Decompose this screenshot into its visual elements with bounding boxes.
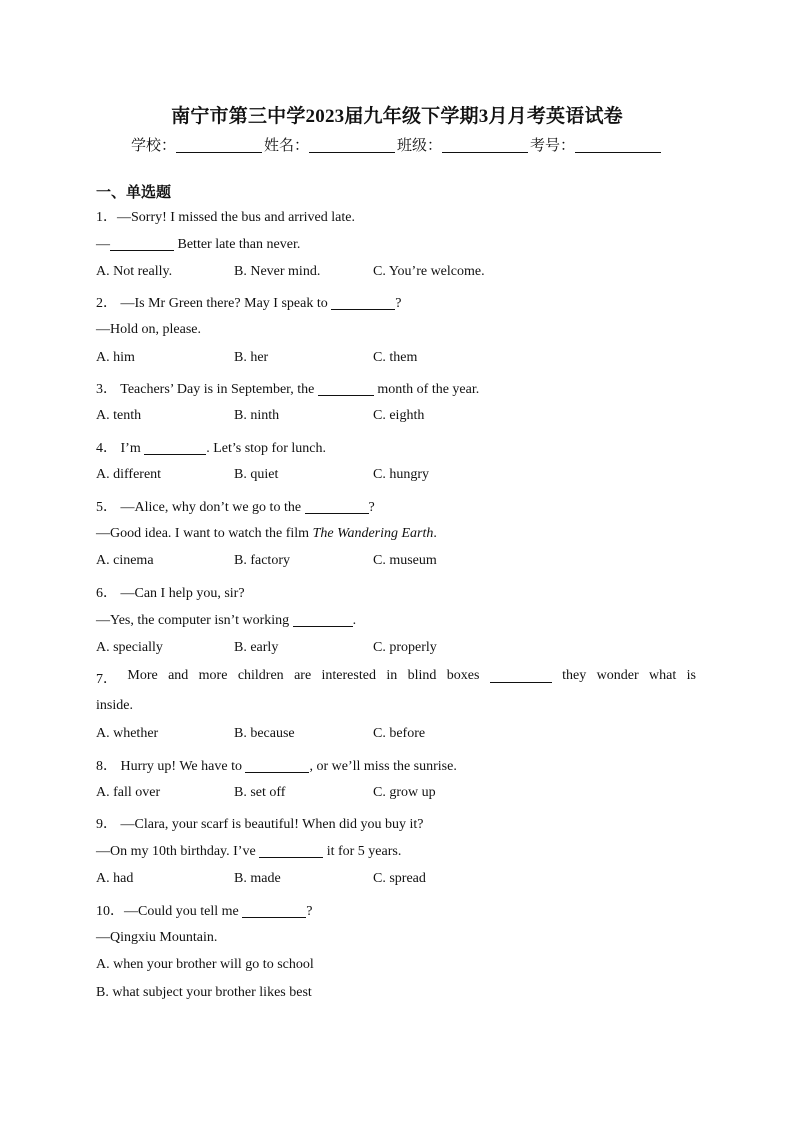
student-info-line — [0, 134, 794, 155]
question-number: 6． — [96, 586, 117, 601]
answer-blank — [245, 758, 309, 773]
stem-word: what — [649, 668, 677, 683]
stem-word: boxes — [446, 668, 480, 683]
reply-text: Better late than never. — [174, 237, 301, 252]
stem-word: is — [686, 668, 696, 683]
option-a[interactable]: A. Not really. — [96, 264, 173, 279]
question-stem: Teachers’ Day is in September, the — [117, 382, 318, 397]
question-number: 4． — [96, 441, 117, 456]
stem-word: wonder — [596, 668, 639, 683]
reply-text: —Good idea. I want to watch the film — [96, 526, 313, 541]
question-number: 8． — [96, 759, 117, 774]
question-8 — [96, 755, 457, 775]
option-b[interactable]: B. early — [234, 640, 279, 655]
question-number: 7． — [96, 672, 117, 687]
option-a[interactable]: A. fall over — [96, 785, 161, 800]
reply-text: —Yes, the computer isn’t working — [96, 613, 293, 628]
question-number: 9． — [96, 817, 117, 832]
option-a[interactable]: A. specially — [96, 640, 163, 655]
page-title: 南宁市第三中学2023届九年级下学期3月月考英语试卷 — [171, 106, 623, 127]
option-b[interactable]: B. quiet — [234, 467, 279, 482]
question-number: 2． — [96, 296, 117, 311]
question-stem: —Is Mr Green there? May I speak to — [117, 296, 332, 311]
stem-word: More — [127, 668, 158, 683]
question-1 — [96, 206, 355, 226]
option-c[interactable]: C. You’re welcome. — [373, 264, 485, 279]
option-a[interactable]: A. tenth — [96, 408, 142, 423]
option-c[interactable]: C. eighth — [373, 408, 425, 423]
stem-word: they — [562, 668, 587, 683]
name-label: 姓名： — [263, 138, 309, 154]
stem-word: and — [168, 668, 189, 683]
stem-word: interested — [321, 668, 376, 683]
stem-word: children — [237, 668, 284, 683]
question-number: 1． — [96, 210, 117, 225]
question-7-continued: inside. — [96, 698, 133, 713]
exam-number-label: 考号： — [530, 138, 576, 154]
reply-dash: — — [96, 237, 110, 252]
option-a[interactable]: A. cinema — [96, 553, 154, 568]
question-stem: I’m — [117, 441, 145, 456]
option-c[interactable]: C. grow up — [373, 785, 436, 800]
question-stem-end: , or we’ll miss the sunrise. — [309, 759, 457, 774]
question-6 — [96, 582, 245, 602]
option-b[interactable]: B. what subject your brother likes best — [96, 985, 312, 1000]
question-stem: —Alice, why don’t we go to the — [117, 500, 305, 515]
option-c[interactable]: C. properly — [373, 640, 437, 655]
option-c[interactable]: C. them — [373, 350, 418, 365]
section-title: 一、单选题 — [96, 185, 172, 201]
question-10-reply: —Qingxiu Mountain. — [96, 930, 218, 945]
option-b[interactable]: B. factory — [234, 553, 290, 568]
question-stem: Hurry up! We have to — [117, 759, 246, 774]
question-1-reply — [96, 236, 300, 253]
question-2-reply: —Hold on, please. — [96, 322, 201, 337]
reply-text: —On my 10th birthday. I’ve — [96, 844, 260, 859]
question-number: 3． — [96, 382, 117, 397]
question-number: 5． — [96, 500, 117, 515]
option-a[interactable]: A. had — [96, 871, 134, 886]
answer-blank — [259, 843, 323, 858]
question-number: 10． — [96, 904, 124, 919]
option-a[interactable]: A. him — [96, 350, 135, 365]
question-stem-end: month of the year. — [373, 382, 480, 397]
answer-blank — [293, 612, 353, 627]
question-9-reply — [96, 843, 401, 860]
stem-word: blind — [407, 668, 437, 683]
school-label: 学校： — [130, 138, 176, 154]
option-c[interactable]: C. before — [373, 726, 426, 741]
question-stem-end: ? — [395, 296, 402, 311]
answer-blank — [242, 903, 306, 918]
question-10 — [96, 900, 312, 920]
option-c[interactable]: C. hungry — [373, 467, 429, 482]
answer-blank — [490, 668, 552, 683]
question-stem-end: ? — [306, 904, 313, 919]
question-4 — [96, 437, 326, 457]
reply-text-end: it for 5 years. — [323, 844, 402, 859]
question-5 — [96, 496, 375, 516]
question-9 — [96, 813, 424, 833]
option-c[interactable]: C. museum — [373, 553, 437, 568]
question-stem-end: ? — [368, 500, 375, 515]
name-field[interactable] — [309, 137, 395, 153]
answer-blank — [144, 440, 206, 455]
option-b[interactable]: B. her — [234, 350, 269, 365]
option-c[interactable]: C. spread — [373, 871, 426, 886]
stem-word: more — [198, 668, 228, 683]
stem-word: in — [386, 668, 398, 683]
question-stem-end: . Let’s stop for lunch. — [206, 441, 326, 456]
question-stem: —Can I help you, sir? — [117, 586, 245, 601]
option-a[interactable]: A. different — [96, 467, 162, 482]
film-title: The Wandering Earth — [312, 526, 434, 541]
reply-text-end: . — [433, 526, 437, 541]
school-field[interactable] — [176, 137, 262, 153]
question-stem: —Could you tell me — [124, 904, 243, 919]
option-b[interactable]: B. because — [234, 726, 295, 741]
class-label: 班级： — [397, 138, 443, 154]
answer-blank — [331, 295, 395, 310]
question-2 — [96, 292, 401, 312]
option-b[interactable]: B. set off — [234, 785, 286, 800]
option-b[interactable]: B. made — [234, 871, 281, 886]
question-3 — [96, 378, 479, 398]
stem-word: are — [294, 668, 312, 683]
class-field[interactable] — [442, 137, 528, 153]
question-stem: —Clara, your scarf is beautiful! When did you buy it? — [117, 817, 424, 832]
option-a[interactable]: A. whether — [96, 726, 159, 741]
question-7 — [96, 668, 696, 688]
answer-blank — [305, 499, 369, 514]
exam-number-field[interactable] — [575, 137, 661, 153]
question-6-reply — [96, 612, 356, 629]
question-stem: —Sorry! I missed the bus and arrived late. — [117, 210, 355, 225]
option-a[interactable]: A. when your brother will go to school — [96, 957, 314, 972]
option-b[interactable]: B. ninth — [234, 408, 280, 423]
question-5-reply — [96, 526, 437, 542]
answer-blank — [318, 381, 374, 396]
option-b[interactable]: B. Never mind. — [234, 264, 321, 279]
answer-blank — [110, 236, 174, 251]
reply-text-end: . — [352, 613, 357, 628]
